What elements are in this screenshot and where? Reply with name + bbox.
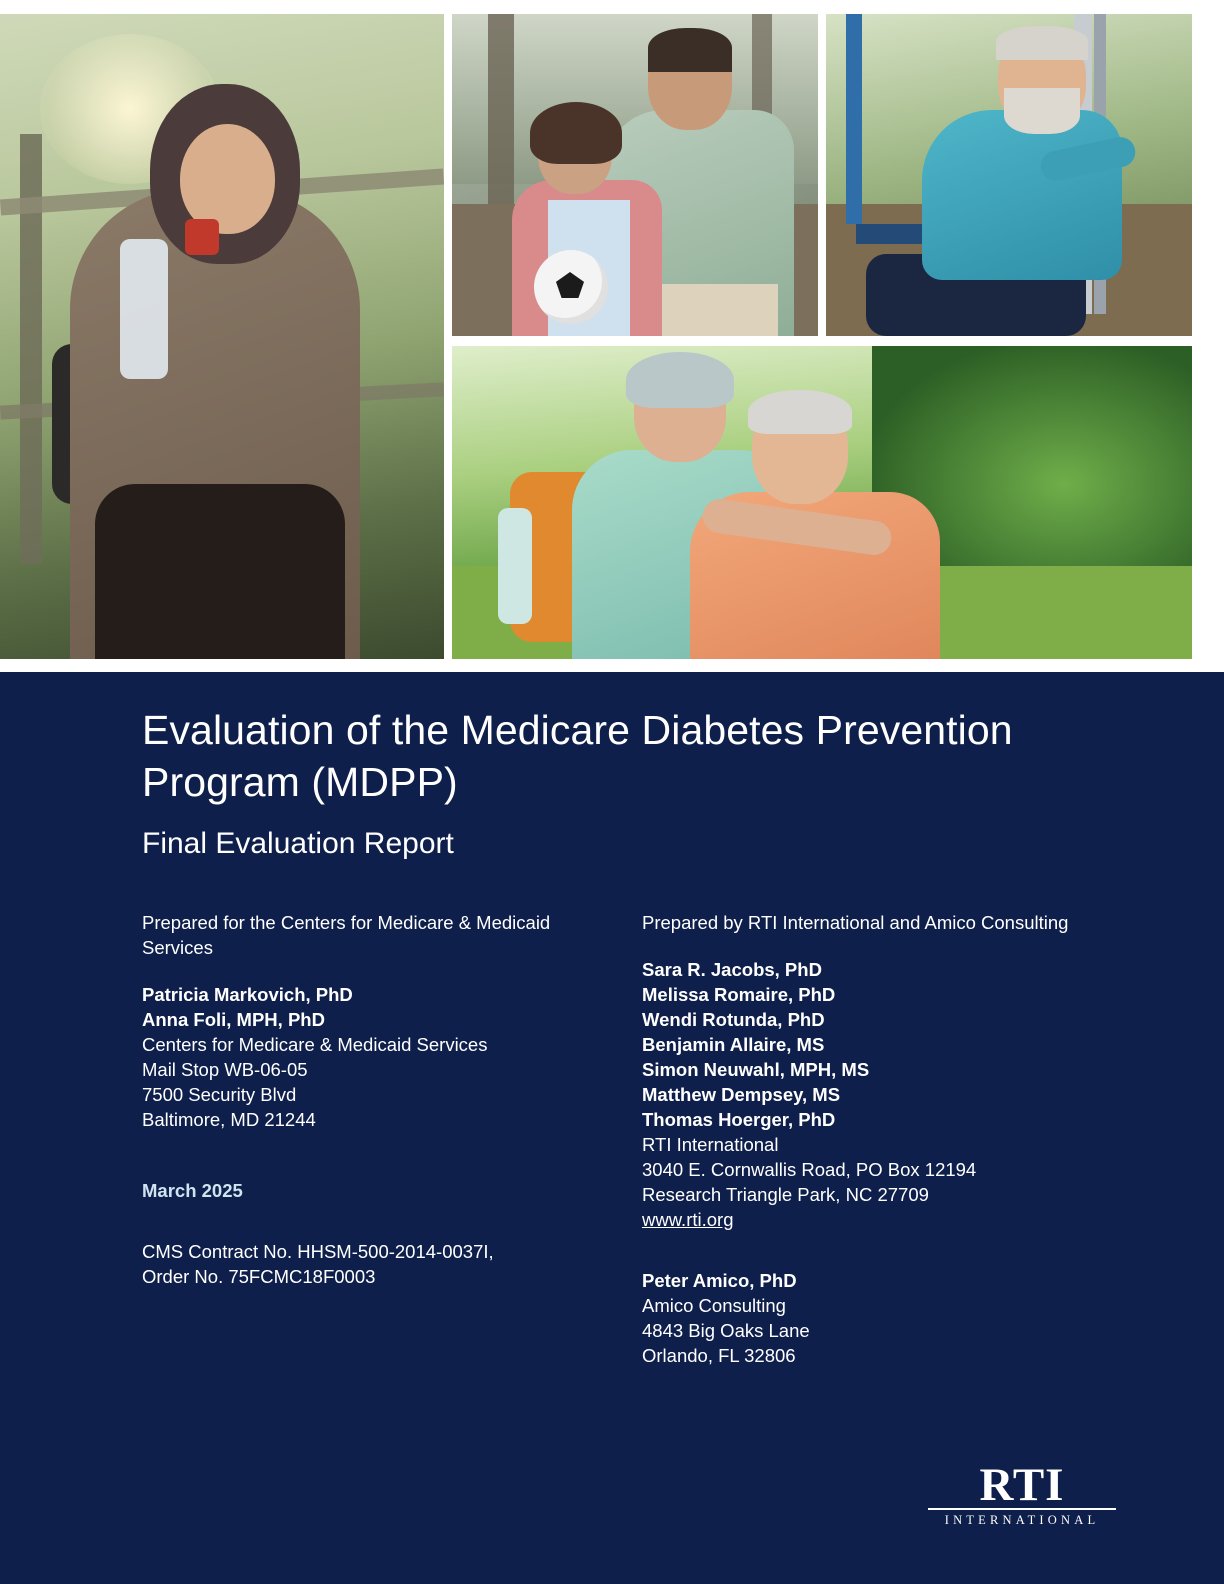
- photo-woman-with-water-bottle-outdoors: [0, 14, 444, 659]
- report-subtitle: Final Evaluation Report: [142, 827, 454, 860]
- author-3: [642, 1007, 1102, 1032]
- rti-address-line-1: 3040 E. Cornwallis Road, PO Box 12194: [642, 1159, 977, 1180]
- author-5-text: Simon Neuwahl, MPH, MS: [642, 1059, 870, 1080]
- rti-address-line-2: Research Triangle Park, NC 27709: [642, 1184, 929, 1205]
- author-1: [642, 957, 1102, 982]
- prepared-by-label: Prepared by RTI International and Amico Consulting: [642, 912, 1069, 933]
- cover-photo-collage: [0, 0, 1224, 672]
- author-7-text: Thomas Hoerger, PhD: [642, 1109, 836, 1130]
- prepared-for-label: Prepared for the Centers for Medicare & Medicaid Services: [142, 912, 551, 958]
- author-3-text: Wendi Rotunda, PhD: [642, 1009, 825, 1030]
- author-5: [642, 1057, 1102, 1082]
- rti-logo-mark: RTI: [979, 1459, 1065, 1511]
- publication-date: March 2025: [142, 1180, 243, 1201]
- report-title: Evaluation of the Medicare Diabetes Prevention Program (MDPP): [142, 707, 1013, 805]
- consultant-name-text: Peter Amico, PhD: [642, 1270, 797, 1291]
- author-1-text: Sara R. Jacobs, PhD: [642, 959, 822, 980]
- rti-international-logo: [928, 1460, 1116, 1532]
- cms-address-line-3: Baltimore, MD 21244: [142, 1109, 316, 1130]
- prepared-by-column: [642, 910, 1102, 1368]
- author-4-text: Benjamin Allaire, MS: [642, 1034, 825, 1055]
- cms-address-line-1: Mail Stop WB-06-05: [142, 1059, 308, 1080]
- consultant-address-line-2: Orlando, FL 32806: [642, 1345, 796, 1366]
- author-7: [642, 1107, 1102, 1132]
- cms-organization: Centers for Medicare & Medicaid Services: [142, 1034, 488, 1055]
- cms-contact-name-1: [142, 982, 572, 1007]
- cms-address-line-2: 7500 Security Blvd: [142, 1084, 297, 1105]
- author-4: [642, 1032, 1102, 1057]
- author-6-text: Matthew Dempsey, MS: [642, 1084, 841, 1105]
- photo-older-couple-piggyback-hiking: [452, 346, 1192, 659]
- rti-website-link[interactable]: www.rti.org: [642, 1209, 734, 1230]
- author-6: [642, 1082, 1102, 1107]
- cms-contact-1-text: Patricia Markovich, PhD: [142, 984, 353, 1005]
- contract-number-line-1: CMS Contract No. HHSM-500-2014-0037I,: [142, 1241, 494, 1262]
- rti-logo-subtext: INTERNATIONAL: [928, 1508, 1116, 1528]
- cover-text-panel: [0, 672, 1224, 1584]
- author-2-text: Melissa Romaire, PhD: [642, 984, 836, 1005]
- consultant-organization: Amico Consulting: [642, 1295, 786, 1316]
- author-2: [642, 982, 1102, 1007]
- contract-number-line-2: Order No. 75FCMC18F0003: [142, 1266, 376, 1287]
- rti-organization: RTI International: [642, 1134, 779, 1155]
- cms-contact-2-text: Anna Foli, MPH, PhD: [142, 1009, 325, 1030]
- consultant-name: [642, 1268, 1102, 1293]
- cms-contact-name-2: [142, 1007, 572, 1032]
- prepared-for-column: [142, 910, 572, 1289]
- photo-father-and-daughter-with-soccer-ball: [452, 14, 818, 336]
- photo-older-man-on-outdoor-gym-equipment: [826, 14, 1192, 336]
- consultant-address-line-1: 4843 Big Oaks Lane: [642, 1320, 810, 1341]
